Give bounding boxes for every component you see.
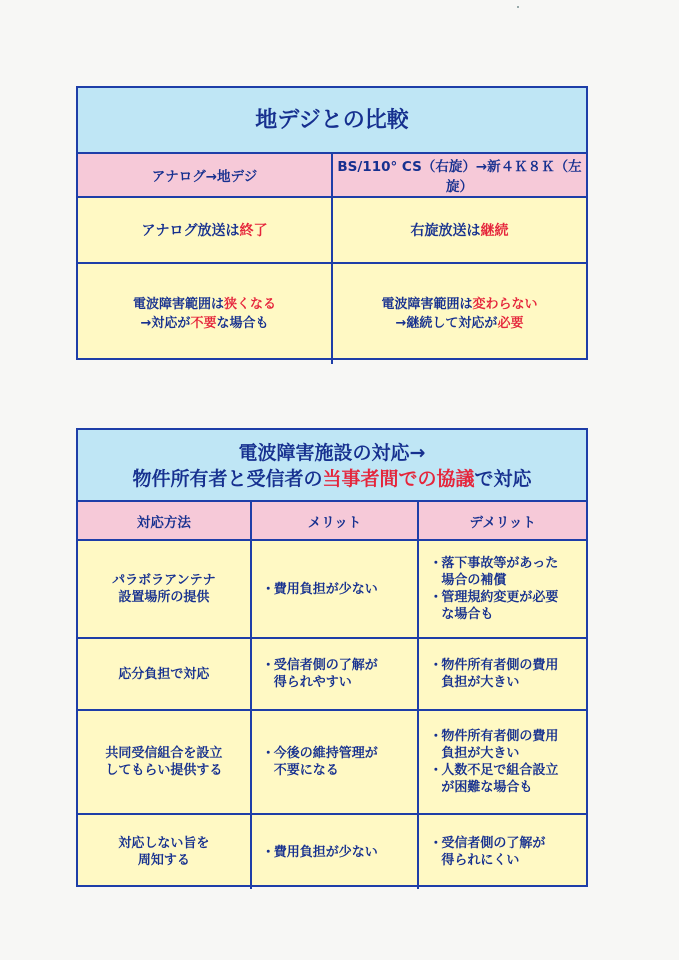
- comparison-header-left: アナログ→地デジ: [78, 154, 332, 197]
- comparison-row1-right: 右旋放送は継続: [332, 197, 586, 263]
- merit-cell: ・ 費用負担が少ない: [251, 540, 419, 638]
- comparison-header-right: BS/110° CS（右旋）→新４Ｋ８Ｋ（左旋）: [332, 154, 586, 197]
- header-demerit: デメリット: [418, 502, 586, 540]
- demerit-cell: ・ 物件所有者側の費用 負担が大きい: [418, 638, 586, 710]
- comparison-row1-left: アナログ放送は終了: [78, 197, 332, 263]
- method-cell: 共同受信組合を設立 してもらい提供する: [78, 710, 251, 814]
- measures-table: [78, 502, 586, 889]
- comparison-table: [78, 154, 586, 364]
- table-row: [78, 710, 586, 814]
- method-cell: 応分負担で対応: [78, 638, 251, 710]
- scan-speck: [517, 6, 519, 8]
- header-merit: メリット: [251, 502, 419, 540]
- table-row: [78, 814, 586, 889]
- merit-cell: ・ 受信者側の了解が 得られやすい: [251, 638, 419, 710]
- table-row: [78, 540, 586, 638]
- method-cell: 対応しない旨を 周知する: [78, 814, 251, 889]
- measures-title: 電波障害施設の対応→ 物件所有者と受信者の当事者間での協議で対応: [78, 430, 586, 502]
- merit-cell: ・ 今後の維持管理が 不要になる: [251, 710, 419, 814]
- demerit-cell: ・ 物件所有者側の費用 負担が大きい ・ 人数不足で組合設立 が困難な場合も: [418, 710, 586, 814]
- measures-card: [76, 428, 588, 887]
- comparison-row2-right: 電波障害範囲は変わらない →継続して対応が必要: [332, 263, 586, 364]
- comparison-title: 地デジとの比較: [78, 88, 586, 154]
- demerit-cell: ・ 受信者側の了解が 得られにくい: [418, 814, 586, 889]
- comparison-card: [76, 86, 588, 360]
- method-cell: パラボラアンテナ 設置場所の提供: [78, 540, 251, 638]
- table-row: [78, 638, 586, 710]
- demerit-cell: ・ 落下事故等があった 場合の補償 ・ 管理規約変更が必要 な場合も: [418, 540, 586, 638]
- header-method: 対応方法: [78, 502, 251, 540]
- merit-cell: ・ 費用負担が少ない: [251, 814, 419, 889]
- comparison-row2-left: 電波障害範囲は狭くなる →対応が不要な場合も: [78, 263, 332, 364]
